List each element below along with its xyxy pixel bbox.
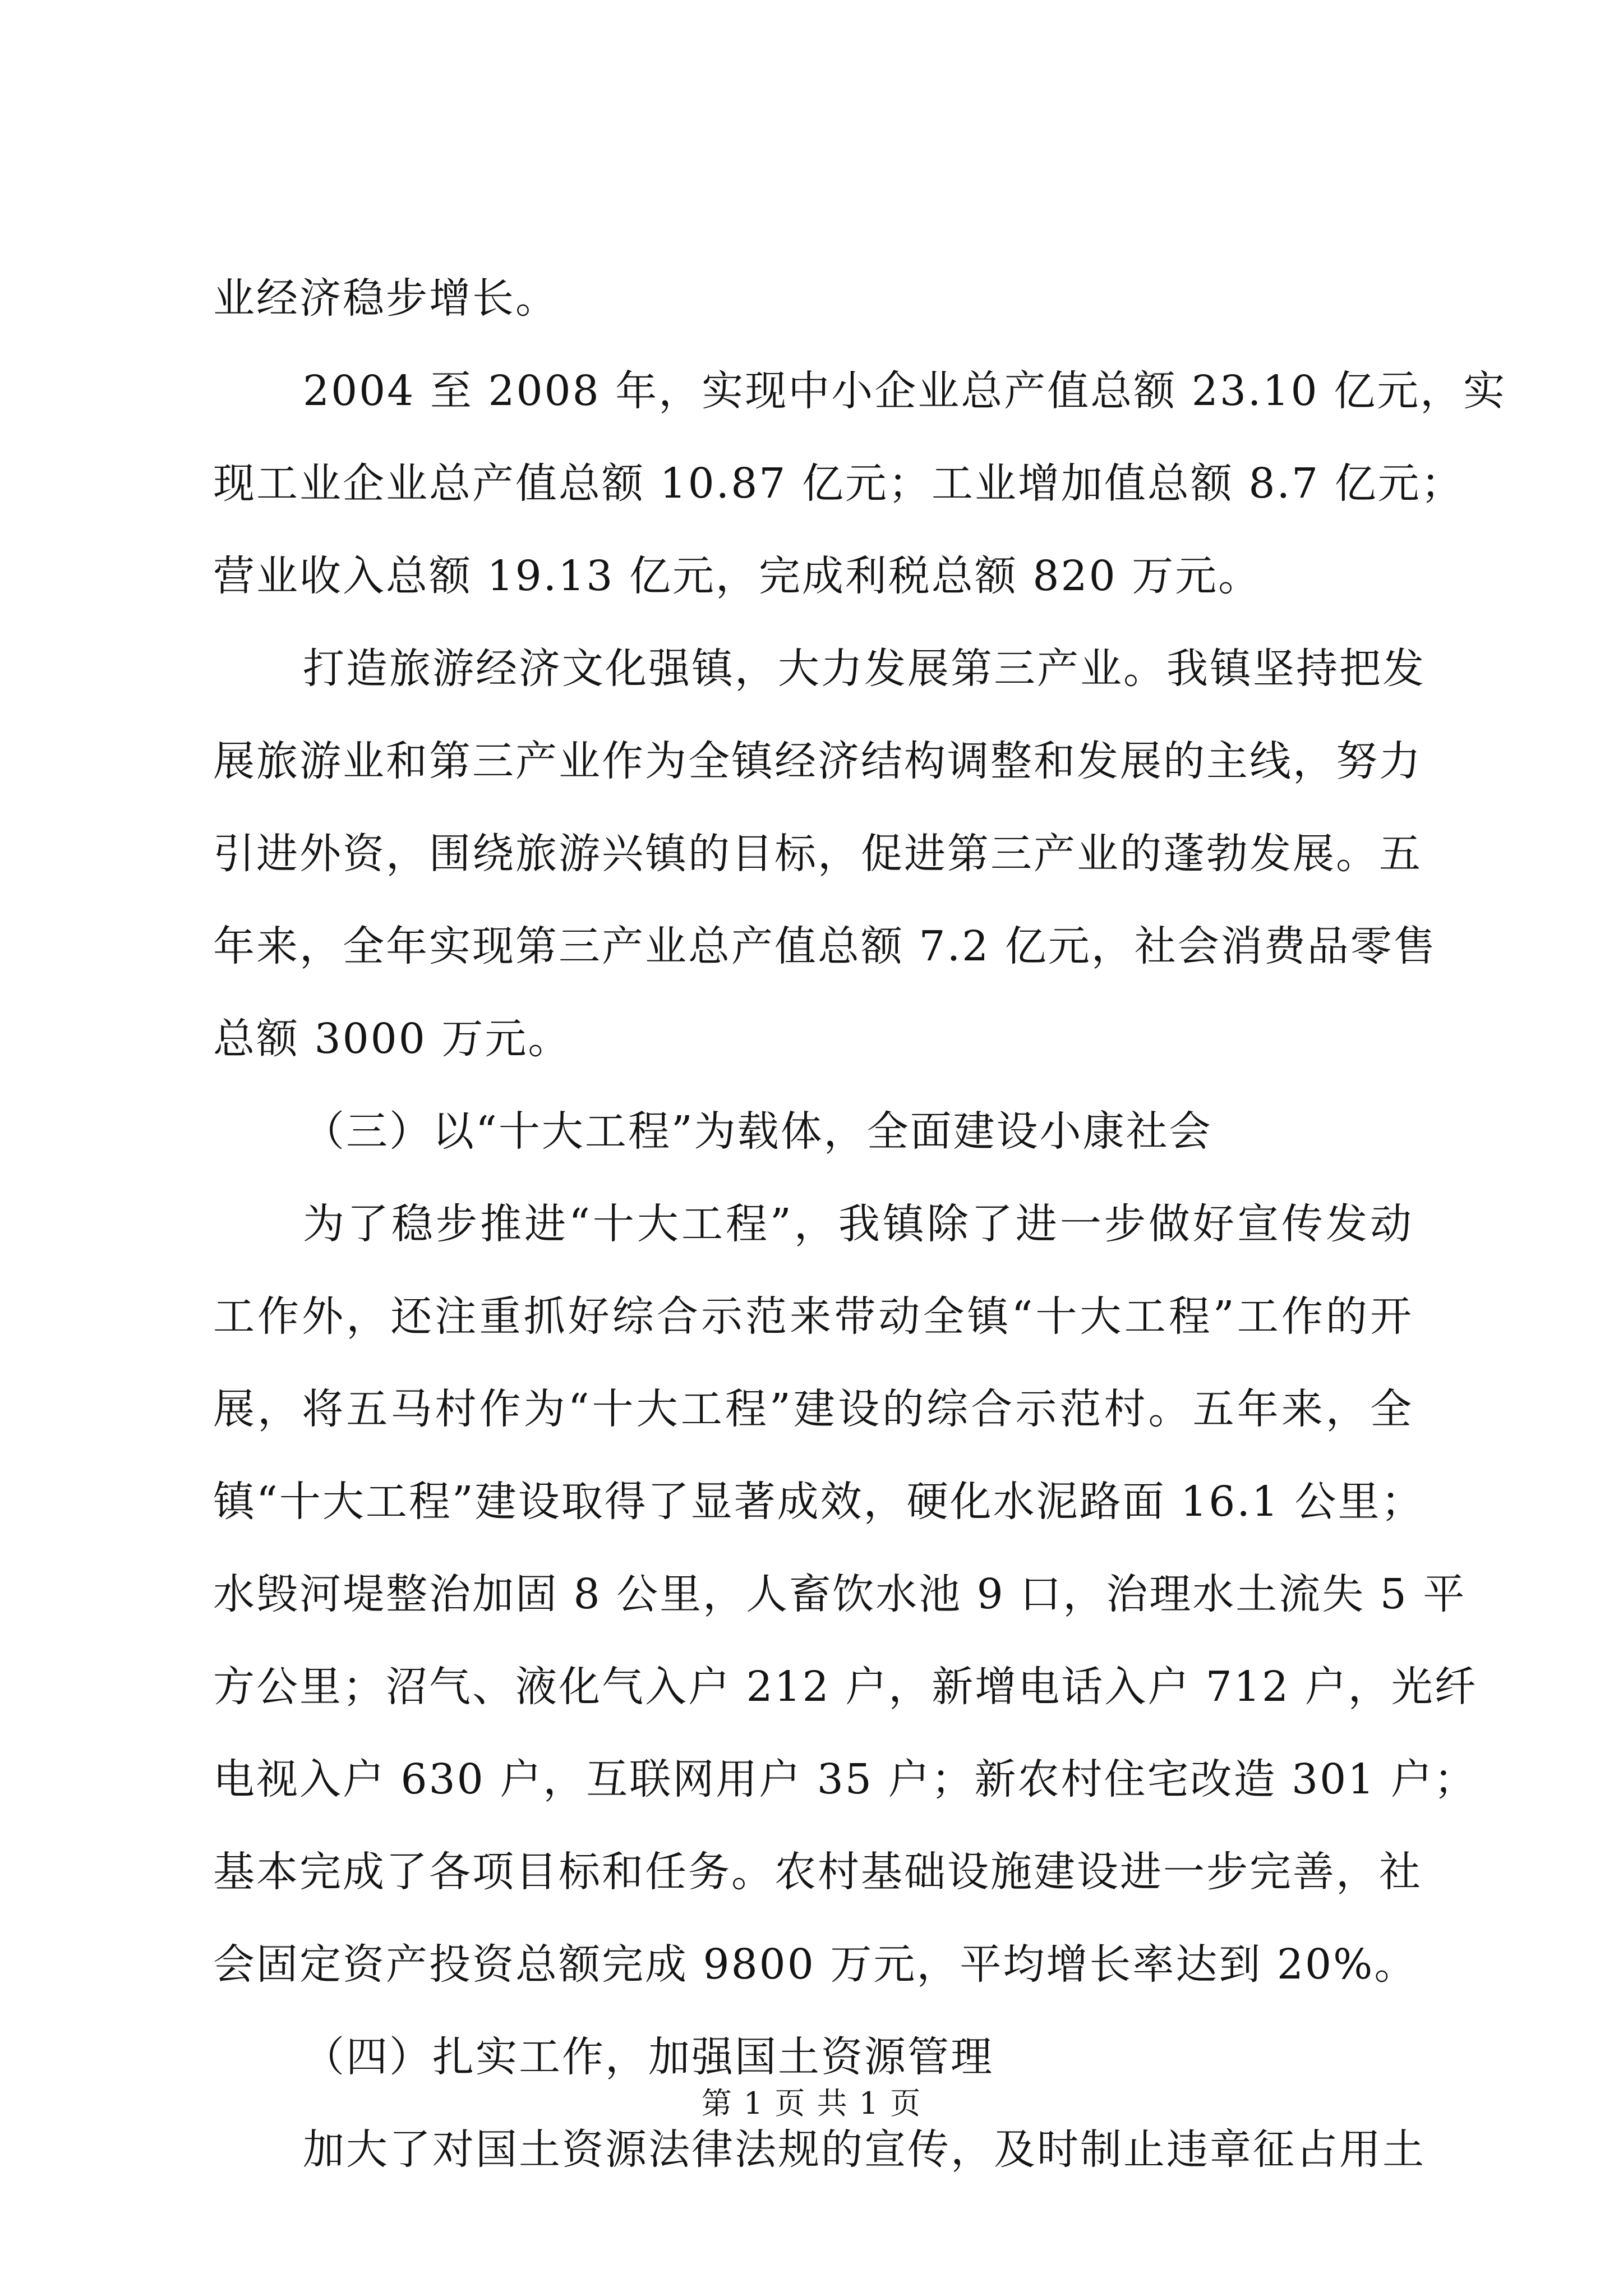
paragraph-line: 总额 3000 万元。 — [213, 1015, 571, 1063]
paragraph-line: 加大了对国土资源法律法规的宣传，及时制止违章征占用土 — [303, 2125, 1426, 2174]
paragraph-line: 引进外资，围绕旅游兴镇的目标，促进第三产业的蓬勃发展。五 — [213, 830, 1422, 878]
paragraph-line: 现工业企业总产值总额 10.87 亿元；工业增加值总额 8.7 亿元； — [213, 459, 1464, 508]
paragraph-line: 年来，全年实现第三产业总产值总额 7.2 亿元，社会消费品零售 — [213, 922, 1437, 970]
document-body — [213, 252, 1507, 2196]
paragraph-line: 展，将五马村作为“十大工程”建设的综合示范村。五年来，全 — [213, 1385, 1413, 1433]
paragraph-line: 打造旅游经济文化强镇，大力发展第三产业。我镇坚持把发 — [303, 645, 1426, 693]
section-heading: （四）扎实工作，加强国土资源管理 — [303, 2033, 994, 2081]
section-heading: （三）以“十大工程”为载体，全面建设小康社会 — [303, 1107, 1212, 1156]
paragraph-line: 基本完成了各项目标和任务。农村基础设施建设进一步完善，社 — [213, 1848, 1422, 1896]
paragraph-line: 镇“十大工程”建设取得了显著成效，硬化水泥路面 16.1 公里； — [213, 1478, 1424, 1526]
paragraph-line: 工作外，还注重抓好综合示范来带动全镇“十大工程”工作的开 — [213, 1292, 1413, 1341]
page-number-footer: 第 1 页 共 1 页 — [701, 2086, 922, 2121]
paragraph-line: 展旅游业和第三产业作为全镇经济结构调整和发展的主线，努力 — [213, 737, 1422, 785]
paragraph-line: 方公里；沼气、液化气入户 212 户，新增电话入户 712 户，光纤 — [213, 1663, 1478, 1711]
paragraph-line: 为了稳步推进“十大工程”，我镇除了进一步做好宣传发动 — [303, 1200, 1413, 1248]
paragraph-line: 电视入户 630 户，互联网用户 35 户；新农村住宅改造 301 户； — [213, 1755, 1477, 1803]
paragraph-line: 会固定资产投资总额完成 9800 万元，平均增长率达到 20%。 — [213, 1940, 1418, 1989]
paragraph-line: 2004 至 2008 年，实现中小企业总产值总额 23.10 亿元，实 — [303, 367, 1507, 415]
paragraph-line: 营业收入总额 19.13 亿元，完成利税总额 820 万元。 — [213, 552, 1262, 600]
paragraph-line: 水毁河堤整治加固 8 公里，人畜饮水池 9 口，治理水土流失 5 平 — [213, 1570, 1467, 1618]
paragraph-line: 业经济稳步增长。 — [213, 274, 559, 323]
